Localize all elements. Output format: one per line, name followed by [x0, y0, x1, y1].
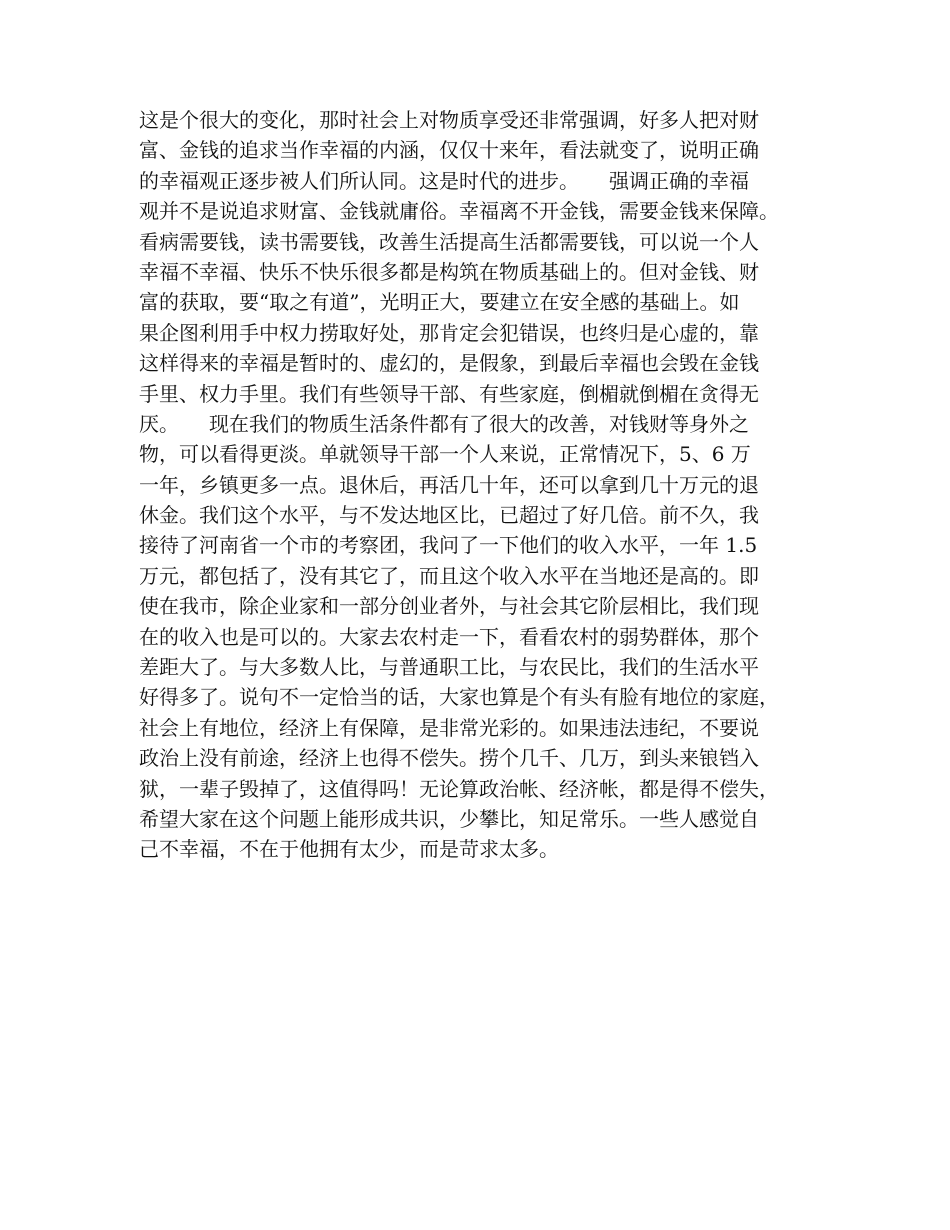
text-line: 使在我市，除企业家和一部分创业者外，与社会其它阶层相比，我们现	[139, 594, 759, 619]
text-line: 政治上没有前途，经济上也得不偿失。捞个几千、几万，到头来锒铛入	[139, 746, 759, 771]
text-line: 社会上有地位，经济上有保障，是非常光彩的。如果违法违纪，不要说	[139, 715, 759, 740]
text-line: 休金。我们这个水平，与不发达地区比，已超过了好几倍。前不久，我	[139, 503, 759, 528]
text-line: 的幸福观正逐步被人们所认同。这是时代的进步。 强调正确的幸福	[139, 168, 749, 193]
text-line: 己不幸福，不在于他拥有太少，而是苛求太多。	[139, 837, 559, 862]
text-line: 一年，乡镇更多一点。退休后，再活几十年，还可以拿到几十万元的退	[139, 472, 759, 497]
text-line: 果企图利用手中权力捞取好处，那肯定会犯错误，也终归是心虚的，靠	[139, 320, 759, 345]
text-line: 看病需要钱，读书需要钱，改善生活提高生活都需要钱，可以说一个人	[139, 229, 759, 254]
text-line: 观并不是说追求财富、金钱就庸俗。幸福离不开金钱，需要金钱来保障。	[139, 199, 779, 224]
text-line: 厌。 现在我们的物质生活条件都有了很大的改善，对钱财等身外之	[139, 411, 749, 436]
text-line: 好得多了。说句不一定恰当的话，大家也算是个有头有脸有地位的家庭，	[139, 685, 779, 710]
text-line: 这样得来的幸福是暂时的、虚幻的，是假象，到最后幸福也会毁在金钱	[139, 351, 759, 376]
text-line: 希望大家在这个问题上能形成共识，少攀比，知足常乐。一些人感觉自	[139, 806, 759, 831]
text-line: 幸福不幸福、快乐不快乐很多都是构筑在物质基础上的。但对金钱、财	[139, 259, 759, 284]
text-line: 这是个很大的变化，那时社会上对物质享受还非常强调，好多人把对财	[139, 108, 759, 132]
text-line: 狱，一辈子毁掉了，这值得吗！无论算政治帐、经济帐，都是得不偿失，	[139, 776, 779, 801]
text-line: 手里、权力手里。我们有些领导干部、有些家庭，倒楣就倒楣在贪得无	[139, 381, 759, 406]
text-line: 富、金钱的追求当作幸福的内涵，仅仅十来年，看法就变了，说明正确	[139, 138, 759, 163]
text-line: 万元，都包括了，没有其它了，而且这个收入水平在当地还是高的。即	[139, 563, 759, 588]
body-text	[139, 105, 829, 865]
text-line: 接待了河南省一个市的考察团，我问了一下他们的收入水平，一年 1.5	[139, 533, 758, 558]
text-line: 在的收入也是可以的。大家去农村走一下，看看农村的弱势群体，那个	[139, 624, 759, 649]
text-line: 富的获取，要“取之有道”，光明正大，要建立在安全感的基础上。如	[139, 290, 740, 315]
text-line: 物，可以看得更淡。单就领导干部一个人来说，正常情况下，5、6 万	[139, 442, 751, 467]
text-line: 差距大了。与大多数人比，与普通职工比，与农民比，我们的生活水平	[139, 655, 759, 680]
